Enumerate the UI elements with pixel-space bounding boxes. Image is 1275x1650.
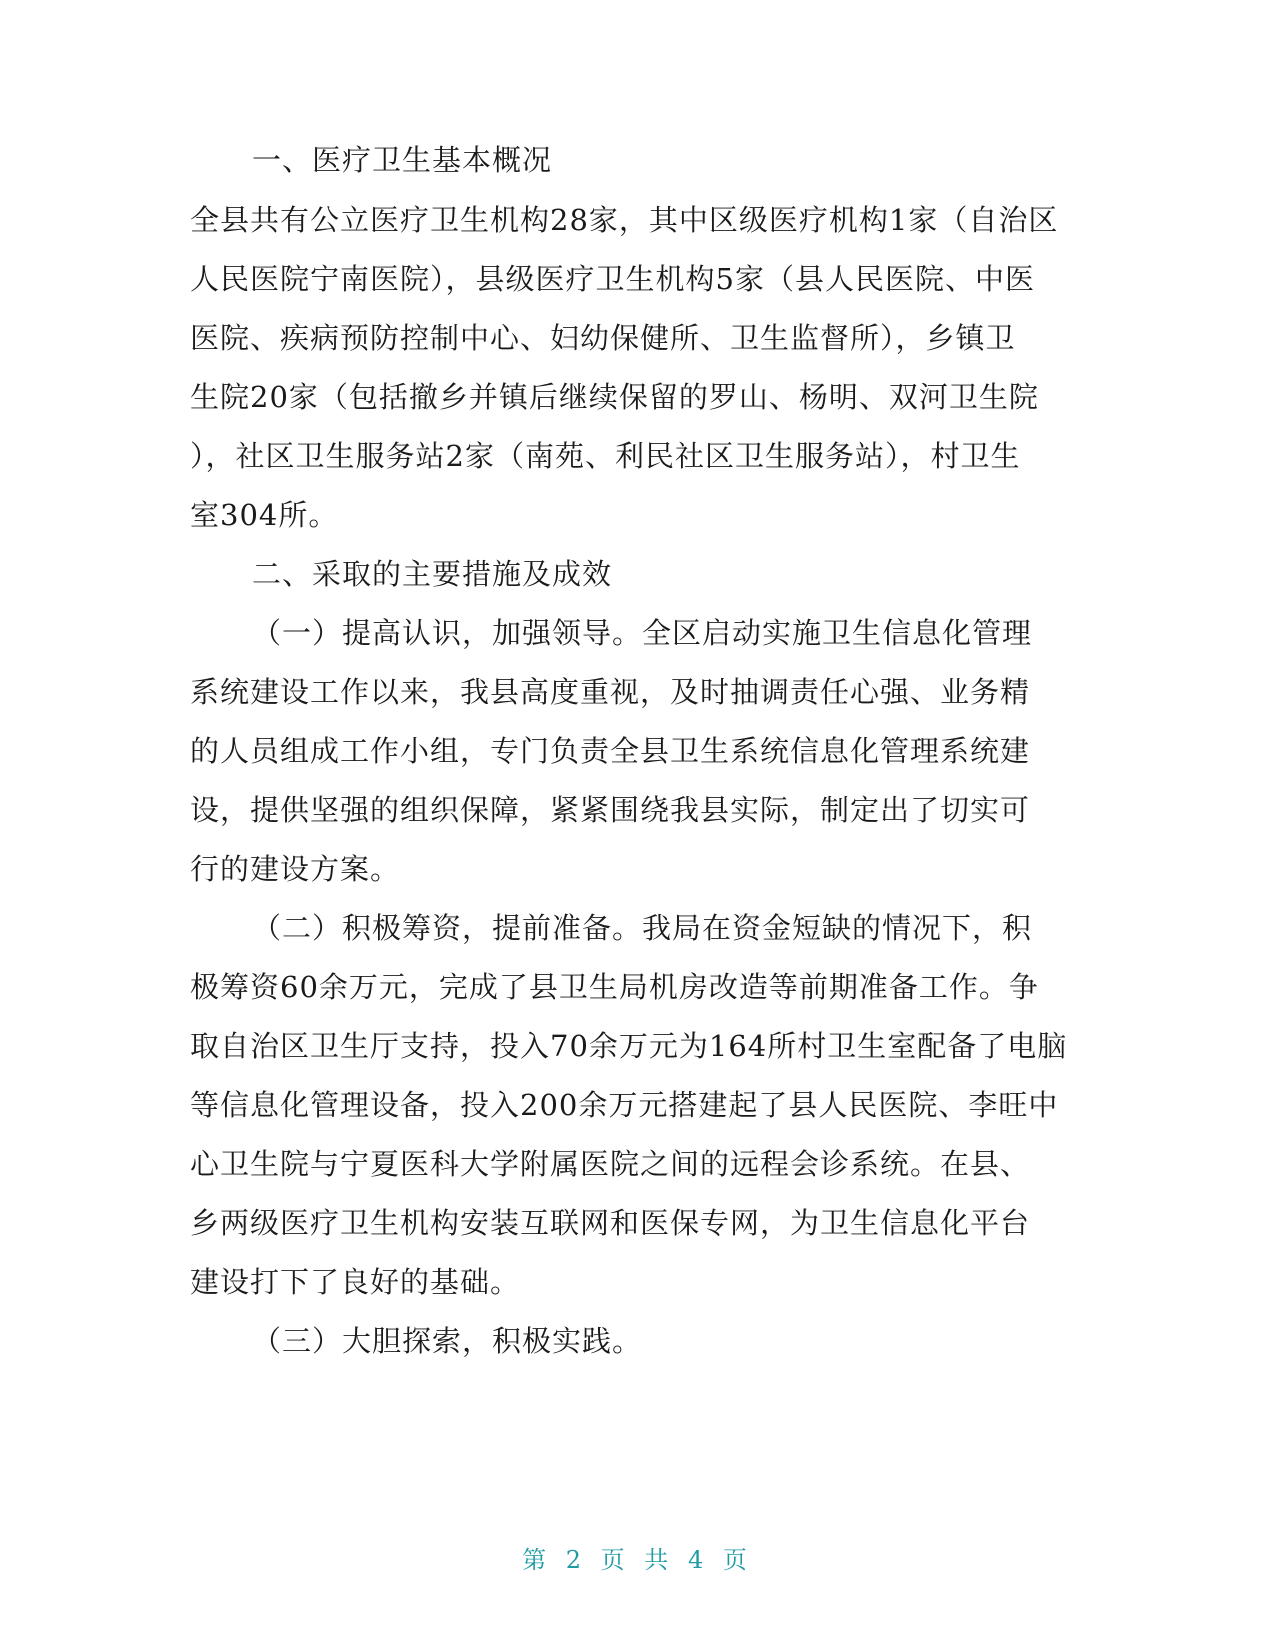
section-heading-2: 二、采取的主要措施及成效 (252, 557, 613, 591)
paragraph-line: 取自治区卫生厅支持，投入70余万元为164所村卫生室配备了电脑 (190, 1029, 1068, 1063)
paragraph-line: 室304所。 (190, 498, 339, 532)
paragraph-line: 人民医院宁南医院），县级医疗卫生机构5家（县人民医院、中医 (190, 262, 1035, 296)
page-number-footer: 第 2 页 共 4 页 (522, 1546, 753, 1574)
paragraph-line: ），社区卫生服务站2家（南苑、利民社区卫生服务站），村卫生 (190, 439, 1021, 473)
paragraph-line: （一）提高认识，加强领导。全区启动实施卫生信息化管理 (252, 616, 1033, 650)
paragraph-line: 医院、疾病预防控制中心、妇幼保健所、卫生监督所），乡镇卫 (190, 321, 1016, 355)
paragraph-line: 生院20家（包括撤乡并镇后继续保留的罗山、杨明、双河卫生院 (190, 380, 1039, 414)
paragraph-line: 行的建设方案。 (190, 852, 401, 886)
paragraph-line: 设，提供坚强的组织保障，紧紧围绕我县实际，制定出了切实可 (190, 793, 1031, 827)
paragraph-line: 乡两级医疗卫生机构安装互联网和医保专网，为卫生信息化平台 (190, 1206, 1031, 1240)
paragraph-line: 极筹资60余万元，完成了县卫生局机房改造等前期准备工作。争 (190, 970, 1039, 1004)
paragraph-line: （三）大胆探索，积极实践。 (252, 1324, 643, 1358)
paragraph-line: 系统建设工作以来，我县高度重视，及时抽调责任心强、业务精 (190, 675, 1031, 709)
section-heading-1: 一、医疗卫生基本概况 (252, 143, 553, 177)
paragraph-line: 的人员组成工作小组，专门负责全县卫生系统信息化管理系统建 (190, 734, 1031, 768)
paragraph-line: 等信息化管理设备，投入200余万元搭建起了县人民医院、李旺中 (190, 1088, 1059, 1122)
paragraph-line: （二）积极筹资，提前准备。我局在资金短缺的情况下，积 (252, 911, 1033, 945)
paragraph-line: 建设打下了良好的基础。 (190, 1265, 521, 1299)
paragraph-line: 心卫生院与宁夏医科大学附属医院之间的远程会诊系统。在县、 (190, 1147, 1031, 1181)
paragraph-line: 全县共有公立医疗卫生机构28家，其中区级医疗机构1家（自治区 (190, 203, 1059, 237)
